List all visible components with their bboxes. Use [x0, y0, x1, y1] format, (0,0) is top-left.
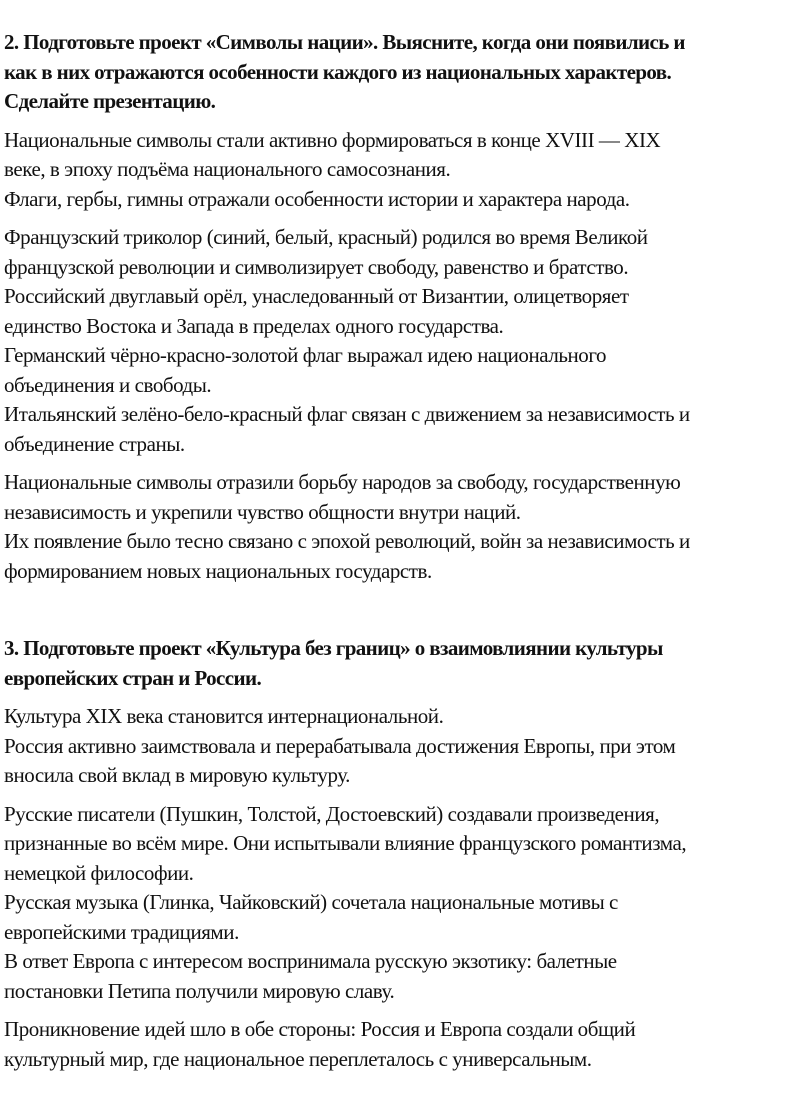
text-line: французской революции и символизирует свободу, равенство и братство.: [4, 254, 629, 279]
text-line: Национальные символы отразили борьбу народов за свободу, государственную: [4, 470, 681, 494]
text-line: культурный мир, где национальное переплеталось с универсальным.: [4, 1046, 592, 1071]
text-line: Русская музыка (Глинка, Чайковский) сочетала национальные мотивы с: [4, 890, 618, 914]
heading-line: 2. Подготовьте проект «Символы нации». Выясните, когда они появились и: [4, 30, 685, 54]
text-line: формированием новых национальных государств.: [4, 558, 432, 583]
text-line: Русские писатели (Пушкин, Толстой, Достоевский) создавали произведения,: [4, 801, 660, 826]
paragraph: [4, 468, 800, 586]
paragraph: [4, 126, 800, 215]
paragraph: [4, 223, 800, 459]
text-line: В ответ Европа с интересом воспринимала русскую экзотику: балетные: [4, 949, 617, 973]
text-line: вносила свой вклад в мировую культуру.: [4, 763, 350, 787]
text-line: объединение страны.: [4, 431, 185, 456]
text-line: постановки Петипа получили мировую славу.: [4, 978, 395, 1003]
section-heading: [4, 28, 800, 117]
paragraph: [4, 702, 800, 791]
text-line: независимость и укрепили чувство общности внутри наций.: [4, 499, 521, 524]
text-line: Проникновение идей шло в обе стороны: Россия и Европа создали общий: [4, 1017, 636, 1041]
heading-line: 3. Подготовьте проект «Культура без границ» о взаимовлиянии культуры: [4, 636, 663, 660]
text-line: Национальные символы стали активно формироваться в конце XVIII — XIX: [4, 127, 661, 152]
text-line: Российский двуглавый орёл, унаследованный от Византии, олицетворяет: [4, 284, 629, 308]
document: [4, 28, 800, 1074]
paragraph: [4, 1015, 800, 1074]
text-line: Их появление было тесно связано с эпохой революций, войн за независимость и: [4, 529, 690, 553]
text-line: Россия активно заимствовала и перерабатывала достижения Европы, при этом: [4, 733, 676, 758]
text-line: Культура XIX века становится интернациональной.: [4, 704, 444, 728]
text-line: единство Востока и Запада в пределах одного государства.: [4, 313, 504, 338]
heading-line: европейских стран и России.: [4, 665, 262, 690]
heading-line: как в них отражаются особенности каждого из национальных характеров.: [4, 59, 672, 84]
text-line: Флаги, гербы, гимны отражали особенности истории и характера народа.: [4, 186, 630, 211]
heading-line: Сделайте презентацию.: [4, 89, 216, 113]
text-line: Французский триколор (синий, белый, красный) родился во время Великой: [4, 225, 648, 249]
text-line: Итальянский зелёно-бело-красный флаг связан с движением за независимость и: [4, 402, 690, 426]
text-line: объединения и свободы.: [4, 372, 212, 397]
text-line: Германский чёрно-красно-золотой флаг выражал идею национального: [4, 343, 607, 367]
text-line: европейскими традициями.: [4, 919, 239, 944]
section-2: [4, 28, 800, 586]
section-3: [4, 634, 800, 1074]
paragraph: [4, 800, 800, 1007]
text-line: веке, в эпоху подъёма национального самосознания.: [4, 157, 451, 181]
text-line: немецкой философии.: [4, 860, 194, 885]
text-line: признанные во всём мире. Они испытывали влияние французского романтизма,: [4, 831, 687, 855]
section-heading: [4, 634, 800, 693]
